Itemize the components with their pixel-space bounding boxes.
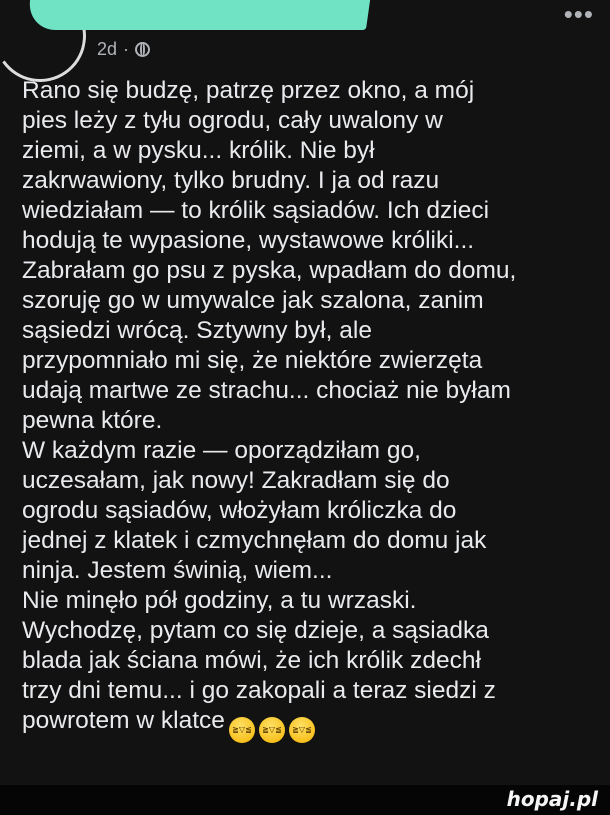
post-header	[0, 0, 610, 70]
post-text-line-content: Zabrałam go psu z pyska, wpadłam do domu,	[22, 257, 517, 284]
post-text-line-content: pewna które.	[22, 407, 163, 434]
site-watermark: hopaj.pl	[506, 787, 598, 811]
post-text-line	[22, 406, 602, 436]
post-text-line	[22, 586, 602, 616]
post-text-line-content: jednej z klatek i czmychnęłam do domu jak	[22, 527, 487, 554]
laughing-emoji-icon: ≧▽≦	[229, 717, 255, 743]
post-text-line	[22, 106, 602, 136]
post-text-line-content: ninja. Jestem świnią, wiem...	[22, 557, 333, 584]
post-text-line	[22, 136, 602, 166]
post-text-line	[22, 436, 602, 466]
post-text-line-content: wiedziałam — to królik sąsiadów. Ich dzieci	[22, 197, 490, 224]
post-text-line-content: Nie minęło pół godziny, a tu wrzaski.	[22, 587, 417, 614]
post-text-line-content: hodują te wypasione, wystawowe króliki...	[22, 227, 475, 254]
post-text-line	[22, 526, 602, 556]
post-text-line	[22, 76, 602, 106]
more-options-icon[interactable]: •••	[563, 0, 594, 29]
post-text-line	[22, 316, 602, 346]
post-text-line-content: udają martwe ze strachu... chociaż nie byłam	[22, 377, 511, 404]
post-text	[22, 76, 602, 743]
post-text-line	[22, 196, 602, 226]
post-text-line	[22, 496, 602, 526]
post-text-line	[22, 706, 602, 743]
post-text-line	[22, 256, 602, 286]
post-text-line-content: powrotem w klatce	[22, 707, 225, 734]
post-text-line	[22, 556, 602, 586]
post-text-line-content: Wychodzę, pytam co się dzieje, a sąsiadka	[22, 617, 489, 644]
post-text-line-content: ogrodu sąsiadów, włożyłam króliczka do	[22, 497, 457, 524]
post-text-line-content: uczesałam, jak nowy! Zakradłam się do	[22, 467, 450, 494]
post-text-line	[22, 226, 602, 256]
redacted-author-name	[26, 0, 370, 30]
post-text-line-content: pies leży z tyłu ogrodu, cały uwalony w	[22, 107, 443, 134]
watermark-bar	[0, 785, 610, 815]
post-text-line-content: Rano się budzę, patrzę przez okno, a mój	[22, 77, 475, 104]
laughing-emoji-icon: ≧▽≦	[289, 717, 315, 743]
post-text-line	[22, 646, 602, 676]
post-text-line	[22, 286, 602, 316]
post-time[interactable]: 2d	[97, 39, 118, 59]
post-text-line	[22, 376, 602, 406]
post-text-line-content: blada jak ściana mówi, że ich królik zdechł	[22, 647, 481, 674]
post-text-line-content: trzy dni temu... i go zakopali a teraz siedzi z	[22, 677, 496, 704]
post-text-line-content: przypomniało mi się, że niektóre zwierzęta	[22, 347, 483, 374]
meta-separator: ·	[123, 39, 130, 59]
post-text-line	[22, 346, 602, 376]
post-text-line-content: W każdym razie — oporządziłam go,	[22, 437, 421, 464]
post-text-line-content: sąsiedzi wrócą. Sztywny był, ale	[22, 317, 372, 344]
post-text-line-content: zakrwawiony, tylko brudny. I ja od razu	[22, 167, 440, 194]
post-meta	[97, 39, 150, 60]
post-text-line	[22, 166, 602, 196]
post-text-line	[22, 676, 602, 706]
post-text-line-content: szoruję go w umywalce jak szalona, zanim	[22, 287, 484, 314]
laughing-emoji-icon: ≧▽≦	[259, 717, 285, 743]
post-text-line-content: ziemi, a w pysku... królik. Nie był	[22, 137, 375, 164]
post-text-line	[22, 466, 602, 496]
post-text-line	[22, 616, 602, 646]
globe-icon	[135, 42, 150, 57]
